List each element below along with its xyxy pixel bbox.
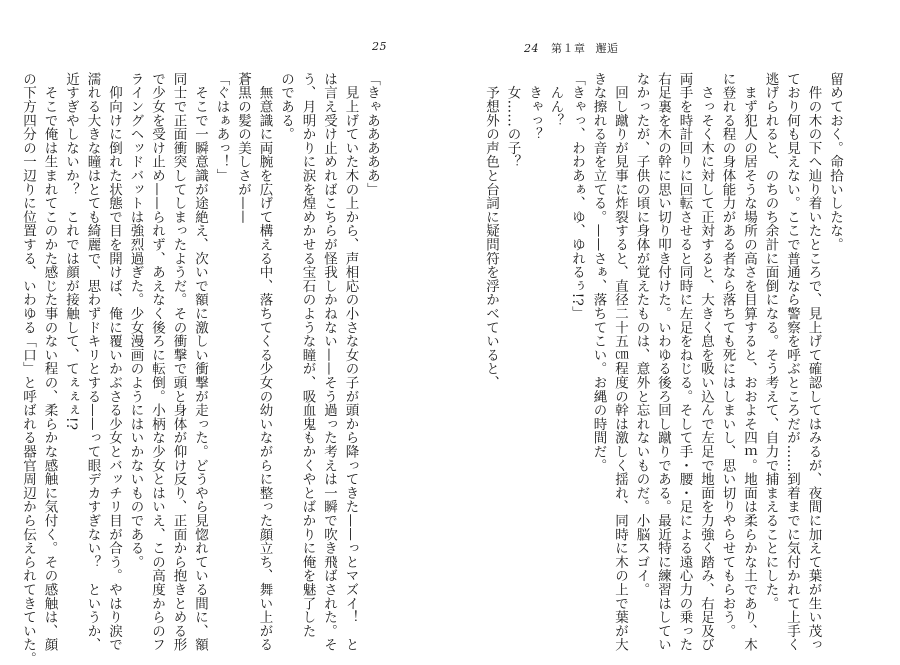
text-line: 「きゃあああああ」 <box>364 72 380 197</box>
text-line: そこで一瞬意識が途絶え、次いで額に激しい衝撃が走った。どうやら見惚れている間に、額 <box>192 72 208 652</box>
text-line: さっそく木に対して正対すると、大きく息を吸い込んで左足で地面を力強く踏み、右足及び <box>698 72 714 652</box>
text-line: 両手を時計回りに回転させると同時に左足をねじる。そして手・腰・足による遠心力の乗った <box>676 72 693 652</box>
text-line: 予想外の声色と台詞に疑問符を浮かべていると、 <box>483 72 499 390</box>
text-line: 濡れる大きな瞳はとても綺麗で、思わずドキリとする——って眼デカすぎない？ というか、 <box>84 72 101 652</box>
text-line: 回し蹴りが見事に炸裂すると、直径二十五㎝程度の幹は激しく揺れ、同時に木の上で葉が大 <box>612 72 628 652</box>
section-title: 邂逅 <box>595 42 619 55</box>
running-header <box>524 40 619 56</box>
text-line: 女……の子？ <box>504 72 521 169</box>
text-line: 「ぐはぁあっ！」 <box>213 72 230 183</box>
page-number: 25 <box>372 40 387 53</box>
text-line: なかったが、子供の頃に身体が覚えたものは、意外と忘れないものだ。小脳スゴイ。 <box>633 72 650 597</box>
right-page-body <box>483 72 845 652</box>
right-page <box>450 0 900 652</box>
text-line: きゃっ？ <box>526 72 542 141</box>
text-line: で少女を受け止め——られず、あえなく後ろに転倒。小柄な少女とはいえ、この高度からのフ <box>149 72 165 652</box>
left-page-body <box>20 72 382 665</box>
text-line: 無意識に両腕を広げて構える中、落ちてくる少女の幼いながらに整った顔立ち、舞い上がる <box>256 72 273 652</box>
text-line: 右足裏を木の幹に思い切り叩き付けた。いわゆる後ろ回し蹴りである。最近特に練習はしてい <box>655 72 671 652</box>
text-line: そこで俺は生まれてこのかた感じた事のない程の、柔らかな感触に気付く。その感触は、顔 <box>41 72 58 652</box>
text-line: に登れる程の身体能力がある者なら落ちても死にはしまいし、思い切りやらせてもらおう。 <box>719 72 736 638</box>
text-line: 同士で正面衝突してしまったようだ。その衝撃で頭と身体が仰け反り、正面から抱きとめる形 <box>170 72 187 652</box>
text-line: 「きゃっ、わわあぁ、ゆ、ゆれるぅ!?」 <box>569 72 585 320</box>
text-line: 仰向けに倒れた状態で目を開けば、俺に覆いかぶさる少女とバッチリ目が合う。やはり涙で <box>106 72 122 652</box>
text-line: う、月明かりに涙を煌めかせる宝石のような瞳が、吸血鬼もかくやとばかりに俺を魅了した <box>299 72 316 638</box>
text-line: 見上げていた木の上から、声相応の小さな女の子が頭から降ってきた——っとマズイ！ と <box>342 72 359 652</box>
text-line: まず犯人の居そうな場所の高さを目算すると、おおよそ四ｍ。地面は柔らかな土であり、木 <box>741 72 757 652</box>
page-number: 24 <box>524 42 539 55</box>
text-line: ライングヘッドバットは強烈過ぎた。少女漫画のようにはいかないものである。 <box>127 72 144 569</box>
text-line: は言え受け止めればこちらが怪我しかねない——そう過った考えは一瞬で吹き飛ばされた。そ <box>321 72 337 652</box>
chapter-label: 第１章 <box>551 42 586 55</box>
text-line: 件の木の下へ辿り着いたところで、見上げて確認してはみるが、夜間に加えて葉が生い茂っ <box>805 72 822 652</box>
text-line: んん？ <box>547 72 564 128</box>
text-line: 逃げられると、のちのち余計に面倒になる。そう考えて、自力で捕まえることにした。 <box>762 72 779 611</box>
text-line: 留めておく。命拾いしたな。 <box>827 72 843 252</box>
text-line: 近すぎやしないか？ これでは顔が接触して、てぇぇぇ!? <box>63 72 79 431</box>
text-line: きな擦れる音を立てる。——さぁ、落ちてこい。お縄の時間だ。 <box>590 72 607 473</box>
text-line: ており何も見えない。ここで普通なら警察を呼ぶところだが……到着までに気付かれて上手く <box>784 72 800 652</box>
text-line: の下方四分の一辺りに位置する、いわゆる「口」と呼ばれる器官周辺から伝えられてきていた。 <box>20 72 36 665</box>
text-line: のである。 <box>278 72 294 141</box>
text-line: 蒼黒の髪の美しさが—— <box>235 72 251 224</box>
